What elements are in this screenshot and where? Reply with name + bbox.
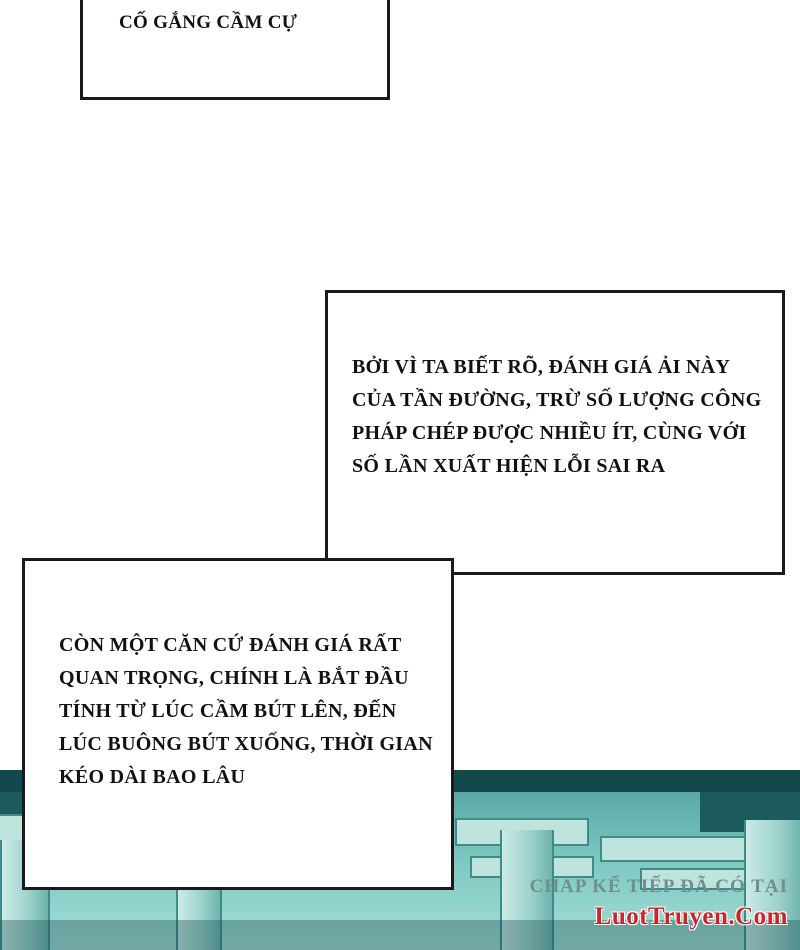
speech-bubble-lower bbox=[22, 558, 454, 890]
speech-bubble-top bbox=[80, 0, 390, 100]
artwork-slab-4 bbox=[600, 836, 764, 862]
watermark-site-name: LuotTruyen.Com bbox=[594, 903, 788, 930]
speech-bubble-middle-text: BỞI VÌ TA BIẾT RÕ, ĐÁNH GIÁ ẢI NÀY CỦA TẦN ĐƯỜNG, TRỪ SỐ LƯỢNG CÔNG PHÁP CHÉP ĐƯỢC NHIỀU ÍT, CÙNG VỚI SỐ LẦN XUẤT HIỆN LỖI SAI RA bbox=[352, 356, 762, 477]
speech-bubble-lower-text: CÒN MỘT CĂN CỨ ĐÁNH GIÁ RẤT QUAN TRỌNG, CHÍNH LÀ BẮT ĐẦU TÍNH TỪ LÚC CẦM BÚT LÊN, ĐẾN LÚC BUÔNG BÚT XUỐNG, THỜI GIAN KÉO DÀI BAO LÂU bbox=[59, 634, 433, 788]
watermark-caption: CHAP KẾ TIẾP ĐÃ CÓ TẠI bbox=[529, 876, 788, 897]
speech-bubble-top-text: CỐ GẮNG CẦM CỰ bbox=[119, 12, 298, 33]
speech-bubble-middle bbox=[325, 290, 785, 575]
